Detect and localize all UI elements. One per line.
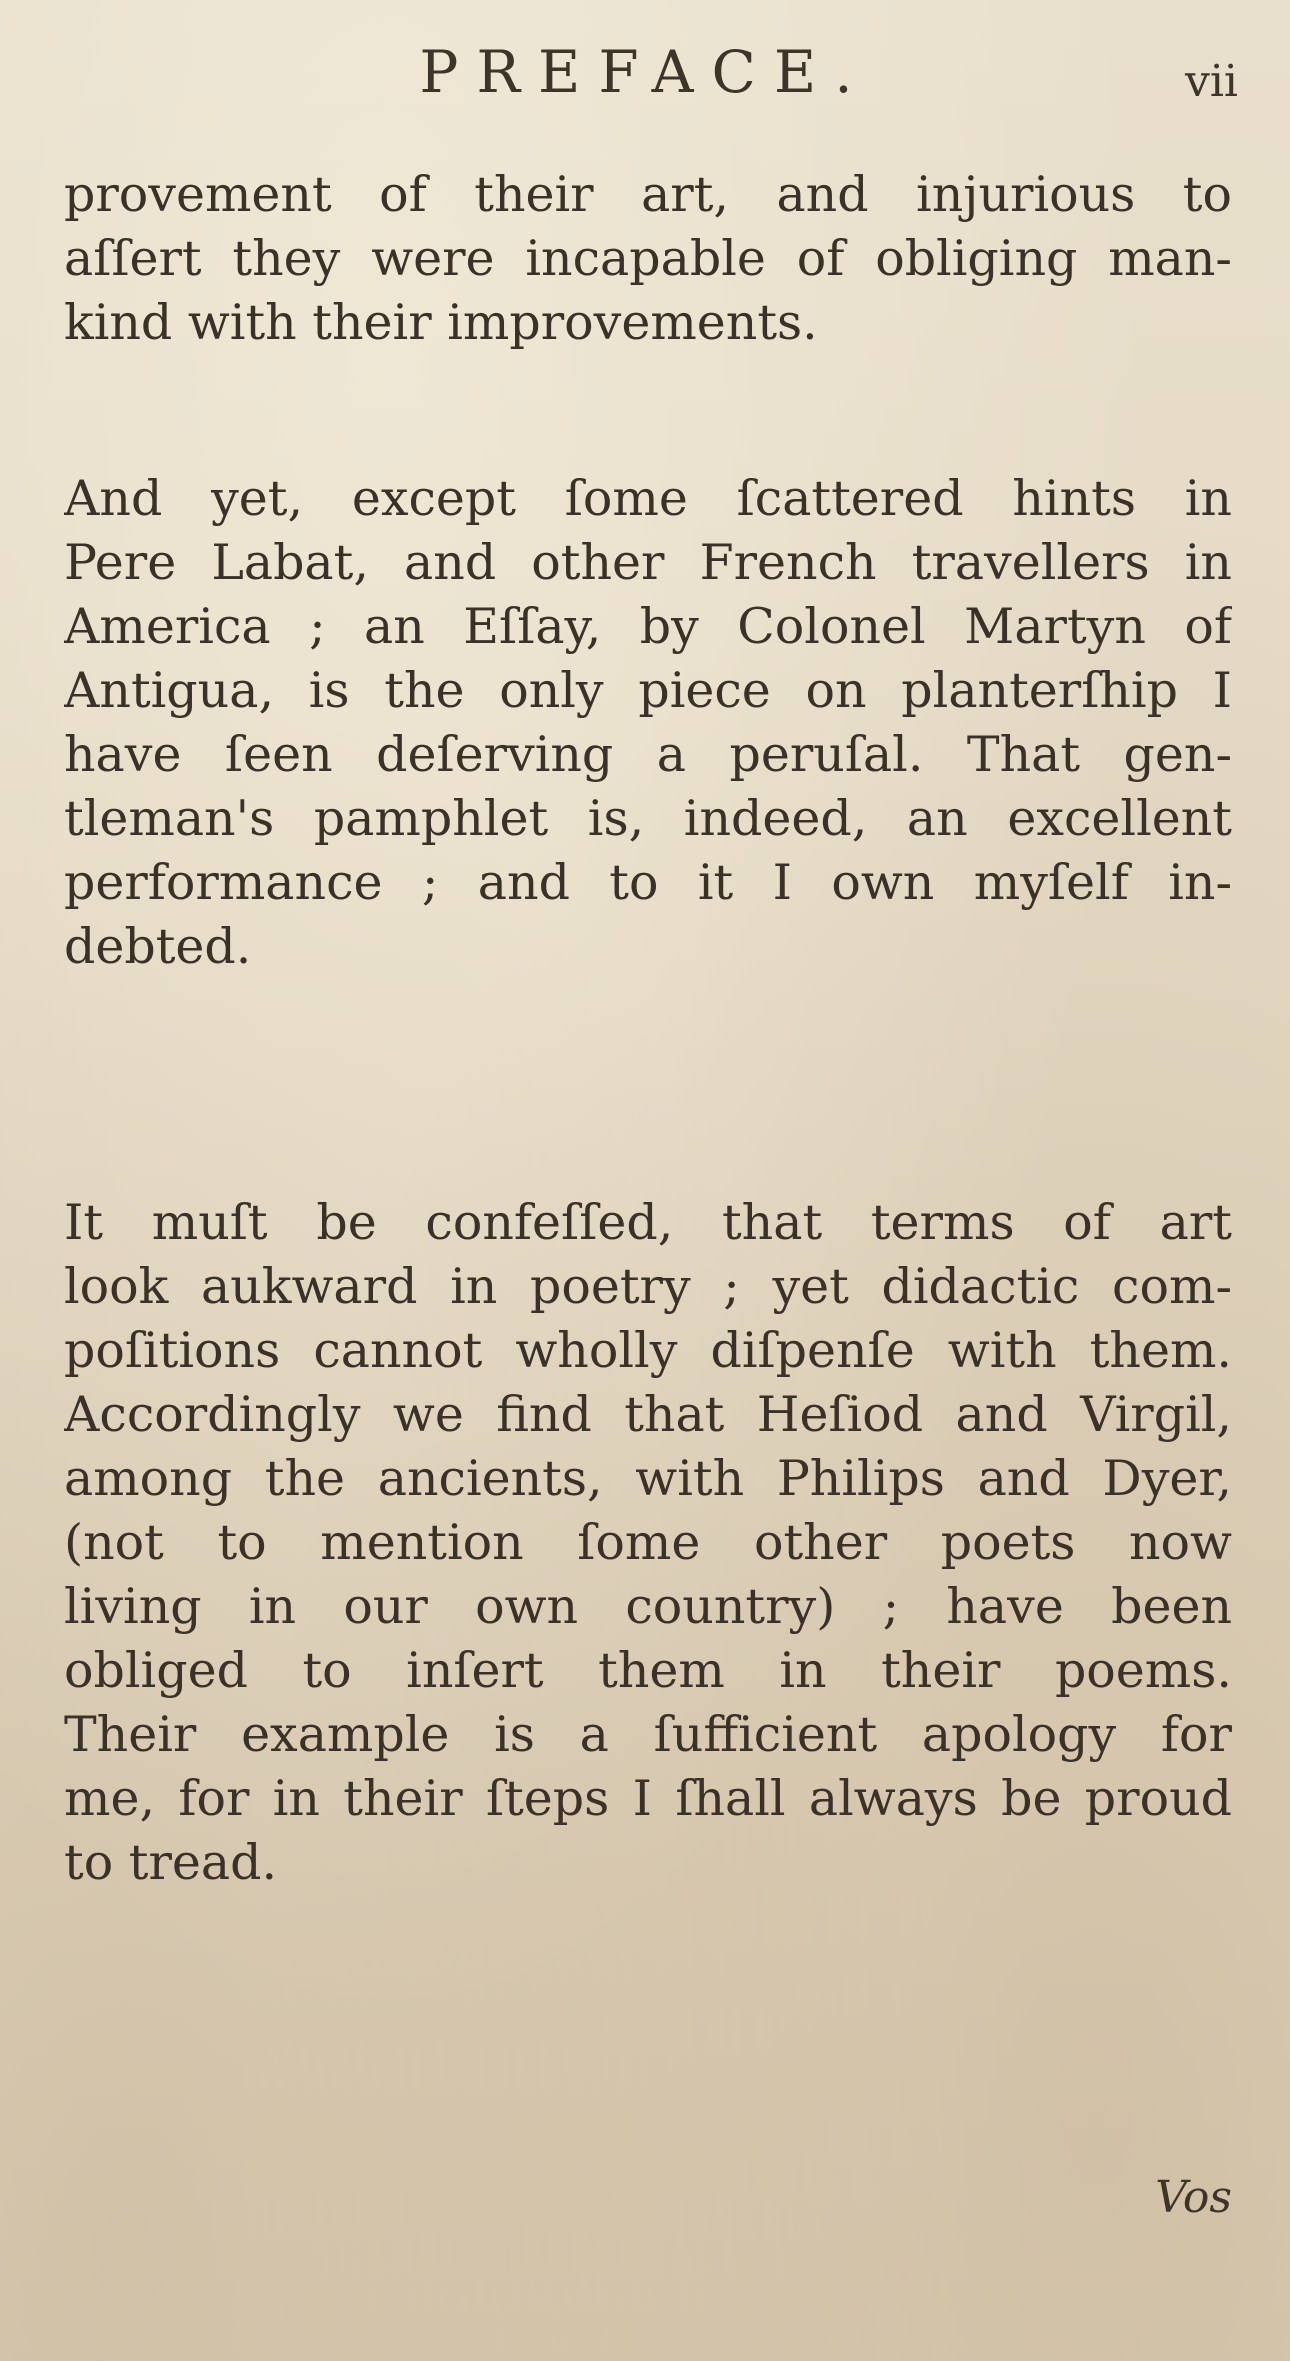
page-number: vii — [1184, 56, 1238, 107]
text-line: Antigua, is the only piece on planterſhip I — [64, 662, 1232, 719]
running-title: PREFACE. — [419, 38, 871, 106]
paragraph-3 — [64, 1191, 1232, 1895]
text-line: poſitions cannot wholly diſpenſe with them. — [64, 1322, 1232, 1379]
text-line: And yet, except ſome ſcattered hints in — [64, 470, 1232, 527]
text-line: It muſt be confeſſed, that terms of art — [64, 1194, 1232, 1251]
text-line: debted. — [64, 918, 252, 975]
text-line: (not to mention ſome other poets now — [64, 1514, 1232, 1571]
text-line: Accordingly we find that Heſiod and Virgil, — [64, 1386, 1232, 1443]
text-line: kind with their improvements. — [64, 294, 818, 351]
paragraph-1 — [64, 163, 1232, 355]
text-line: have ſeen deſerving a peruſal. That gen- — [64, 726, 1232, 783]
text-line: aſſert they were incapable of obliging man- — [64, 230, 1232, 287]
text-line: obliged to inſert them in their poems. — [64, 1642, 1232, 1699]
text-line: America ; an Eſſay, by Colonel Martyn of — [64, 598, 1232, 655]
catchword: Vos — [1155, 2172, 1232, 2223]
text-line: Their example is a ſufficient apology for — [64, 1706, 1232, 1763]
text-line: me, for in their ſteps I ſhall always be proud — [64, 1770, 1232, 1827]
text-line: among the ancients, with Philips and Dyer, — [64, 1450, 1232, 1507]
text-line: performance ; and to it I own myſelf in- — [64, 854, 1232, 911]
text-line: living in our own country) ; have been — [64, 1578, 1232, 1635]
text-line: tleman's pamphlet is, indeed, an excellent — [64, 790, 1232, 847]
text-line: look aukward in poetry ; yet didactic com- — [64, 1258, 1232, 1315]
text-line: Pere Labat, and other French travellers in — [64, 534, 1232, 591]
paragraph-2 — [64, 467, 1232, 979]
text-line: provement of their art, and injurious to — [64, 166, 1232, 223]
text-line: to tread. — [64, 1834, 278, 1891]
